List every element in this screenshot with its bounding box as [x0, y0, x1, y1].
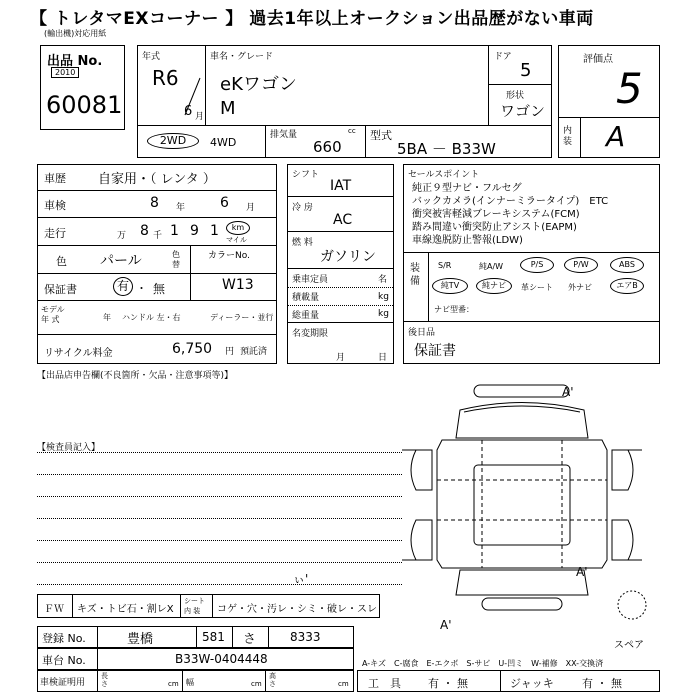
displacement-value: 660	[313, 138, 342, 156]
cert-height: 高さ	[269, 672, 276, 688]
sales-point-5: 車線逸脱防止警報(LDW)	[412, 235, 523, 246]
shift-value: IAT	[330, 178, 352, 194]
car-grade: M	[220, 98, 236, 119]
aircon-label: 冷 房	[292, 203, 313, 213]
model-year-era: R6	[152, 66, 179, 90]
sales-point-2: バックカメラ(インナーミラータイプ) ETC	[412, 196, 609, 207]
registration-label: 登録 No.	[42, 632, 86, 645]
tools-label: 工 具	[368, 677, 401, 690]
mileage-label: 走行	[44, 227, 66, 240]
car-name: eKワゴン	[220, 74, 297, 95]
sales-point-3: 衝突被害軽減ブレーキシステム(FCM)	[412, 209, 580, 220]
displacement-label: 排気量	[270, 130, 298, 140]
color-value: パール	[100, 253, 142, 269]
header-title: 【 トレタマEXコーナー 】 過去1年以上オークション出品歴がない車両	[30, 9, 594, 29]
mileage-d1: 8	[140, 223, 149, 239]
lot-number: 60081	[46, 91, 123, 119]
registration-number: 8333	[290, 630, 321, 644]
sales-points-label: セールスポイント	[408, 170, 480, 180]
body-shape-value: ワゴン	[500, 102, 546, 120]
later-label: 後日品	[408, 328, 436, 338]
damage-mark-3: A'	[562, 385, 574, 399]
inspection-year-unit: 年	[176, 203, 186, 213]
recycle-label: リサイクル料金	[44, 348, 113, 359]
damage-mark-2: A'	[576, 565, 588, 579]
model-row-dealer: ディーラー・並行	[210, 313, 274, 322]
equip-airbag: エアB	[610, 278, 644, 294]
car-name-label: 車名・グレード	[210, 52, 274, 62]
history-label: 車歴	[44, 172, 66, 185]
color-label: 色	[56, 255, 67, 268]
mileage-man: 万	[117, 231, 127, 241]
color-change-label: 色替	[172, 250, 180, 269]
lot-box	[40, 45, 125, 130]
warranty-dot: ・	[136, 282, 147, 295]
color-code-label: カラーNo.	[208, 251, 250, 261]
history-value: 自家用・（ レンタ ）	[98, 172, 216, 187]
mileage-sen: 千	[153, 231, 163, 241]
jack-value: 有 ・ 無	[582, 677, 622, 690]
equip-ext-navi: 外ナビ	[568, 283, 592, 292]
equip-tv: 純TV	[432, 278, 468, 294]
spare-label: スペア	[614, 640, 644, 651]
inspection-month: 6	[220, 195, 229, 211]
notes-label: 【出品店申告欄(不良箇所・欠品・注意事項等)】	[37, 371, 234, 381]
model-year-month: 6	[184, 104, 193, 119]
warranty-yes: 有	[113, 277, 133, 296]
tools-value: 有 ・ 無	[428, 677, 468, 690]
model-year-label: 年式	[142, 52, 161, 62]
damage-legend: A-キズ C-腐食 E-エクボ S-サビ U-凹ミ W-補修 XX-交換済	[362, 659, 604, 668]
fw-text: キズ・トビ石・割レX	[77, 604, 174, 615]
fw-seat-1: シート	[184, 597, 205, 605]
doors-value: 5	[520, 60, 532, 81]
lot-stamp: 2010	[51, 67, 79, 78]
lot-label: 出品 No.	[47, 54, 103, 69]
name-change-label: 名変期限	[292, 329, 329, 339]
registration-class: 581	[202, 630, 225, 644]
fw-text-2: コゲ・穴・汚レ・シミ・破レ・スレ	[217, 604, 377, 615]
sales-point-4: 踏み間違い衝突防止アシスト(EAPM)	[412, 222, 577, 233]
cert-length: 長さ	[101, 672, 108, 688]
shift-label: シフト	[292, 170, 320, 180]
cert-width: 幅	[186, 678, 194, 687]
chassis-label: 車台 No.	[42, 654, 86, 667]
chassis-value: B33W-0404448	[175, 652, 268, 666]
displacement-unit: cc	[348, 127, 356, 135]
equip-pw: P/W	[564, 257, 598, 273]
form-note: (輸出機)対応用紙	[44, 29, 107, 38]
recycle-unit: 円	[225, 347, 235, 357]
cert-length-unit: cm	[168, 680, 179, 688]
fuel-value: ガソリン	[320, 249, 376, 265]
equip-sr: S/R	[438, 261, 452, 270]
equip-leather: 革シート	[521, 283, 553, 292]
name-change-day: 日	[378, 353, 388, 363]
inspection-month-unit: 月	[246, 203, 256, 213]
mileage-d2: 1	[170, 223, 179, 239]
warranty-label: 保証書	[44, 283, 77, 296]
mileage-d3: 9	[190, 223, 199, 239]
interior-label: 内装	[563, 126, 573, 147]
drive-4wd: 4WD	[210, 136, 237, 149]
fw-label: ＦＷ	[44, 604, 64, 615]
aircon-value: AC	[333, 212, 353, 228]
model-row-label-1: モデル	[41, 305, 65, 314]
model-year-month-unit: 月	[195, 112, 205, 122]
jack-label: ジャッキ	[510, 677, 554, 690]
damage-mark-1: A'	[440, 618, 452, 632]
inspection-year: 8	[150, 195, 159, 211]
mileage-km: km	[226, 221, 250, 235]
model-row-handle: ハンドル 左・右	[122, 313, 181, 322]
later-value: 保証書	[414, 343, 456, 359]
cert-width-unit: cm	[251, 680, 262, 688]
capacity-unit-1: 名	[378, 275, 388, 285]
capacity-unit-3: kg	[378, 309, 389, 319]
model-code-label: 型式	[370, 129, 392, 142]
car-diagram	[402, 380, 664, 620]
evaluation-label: 評価点	[583, 54, 613, 65]
model-row-label-2: 年 式	[41, 315, 60, 324]
capacity-unit-2: kg	[378, 292, 389, 302]
cert-label: 車検証明用	[40, 678, 86, 688]
mileage-mile: マイル	[226, 236, 247, 244]
evaluation-value: 5	[616, 64, 643, 113]
doors-label: ドア	[494, 52, 512, 62]
check-mark: ぃ'	[293, 572, 309, 586]
fuel-label: 燃 料	[292, 238, 313, 248]
inspection-label: 車検	[44, 199, 66, 212]
recycle-value: 6,750	[172, 341, 213, 357]
registration-place: 豊橋	[127, 632, 154, 647]
equip-navi: 純ナビ	[476, 278, 512, 294]
equip-navi-model: ナビ型番：	[434, 305, 474, 314]
registration-kana: さ	[243, 632, 257, 647]
drive-2wd: 2WD	[147, 133, 199, 149]
warranty-no: 無	[153, 282, 166, 296]
name-change-month: 月	[336, 353, 346, 363]
capacity-label-3: 総重量	[292, 311, 320, 321]
sales-point-1: 純正９型ナビ・フルセグ	[412, 183, 522, 194]
capacity-label-2: 積載量	[292, 293, 320, 303]
capacity-label-1: 乗車定員	[292, 275, 329, 285]
model-code-value: 5BA － B33W	[397, 140, 496, 158]
cert-height-unit: cm	[338, 680, 349, 688]
mileage-d4: 1	[210, 223, 219, 239]
equipment-label: 装備	[410, 263, 420, 287]
model-row-year: 年	[103, 313, 111, 322]
interior-value: A	[606, 120, 626, 153]
color-code: W13	[222, 277, 254, 293]
equip-aw: 純A/W	[479, 262, 504, 271]
inspector-label: 【検査員記入】	[37, 443, 101, 453]
body-shape-label: 形状	[506, 91, 525, 101]
recycle-note: 預託済	[240, 347, 268, 357]
equip-abs: ABS	[610, 257, 644, 273]
equip-ps: P/S	[520, 257, 554, 273]
fw-seat-2: 内 装	[184, 607, 201, 615]
